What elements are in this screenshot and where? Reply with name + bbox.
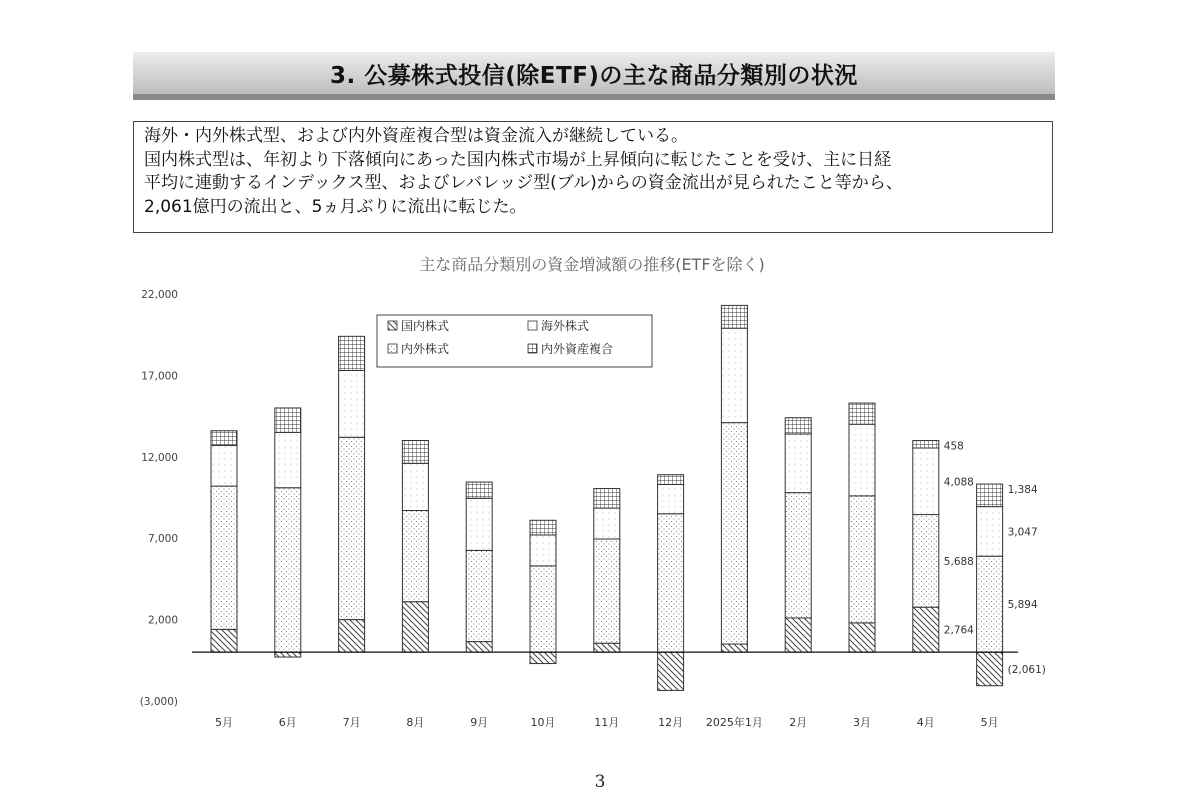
x-axis-labels	[215, 715, 999, 729]
bar-segment-domestic-equity	[849, 623, 875, 652]
summary-line-3: 平均に連動するインデックス型、およびレバレッジ型(ブル)からの資金流出が見られたこと等から、	[144, 173, 903, 193]
bar-segment-global-equity	[594, 539, 620, 643]
bar-segment-global-equity	[658, 514, 684, 652]
data-label: 1,384	[1007, 484, 1038, 497]
bar-segment-multi-asset	[594, 489, 620, 509]
data-label: 5,688	[943, 555, 974, 568]
bar-segment-domestic-equity	[402, 602, 428, 652]
summary-line-1: 海外・内外株式型、および内外資産複合型は資金流入が継続している。	[144, 126, 688, 146]
bar-segment-multi-asset	[211, 431, 237, 446]
bar-segment-multi-asset	[402, 441, 428, 464]
bar-segment-foreign-equity	[721, 328, 747, 422]
bar-segment-foreign-equity	[913, 448, 939, 515]
y-tick-label: (3,000)	[139, 696, 178, 708]
legend-swatch-foreign-equity	[528, 321, 537, 330]
summary-line-2: 国内株式型は、年初より下落傾向にあった国内株式市場が上昇傾向に転じたことを受け、主に日経	[144, 149, 892, 170]
y-tick-label: 2,000	[147, 614, 178, 627]
chart-title: 主な商品分類別の資金増減額の推移(ETFを除く)	[419, 255, 765, 274]
legend-label-global-equity: 内外株式	[401, 342, 450, 356]
bar-segment-domestic-equity	[594, 643, 620, 652]
bar-segment-global-equity	[785, 493, 811, 618]
bar-segment-global-equity	[339, 437, 365, 619]
bar-segment-domestic-equity	[913, 607, 939, 652]
y-tick-label: 22,000	[141, 289, 178, 301]
y-axis-labels	[140, 289, 178, 708]
x-tick-label: 4月	[916, 716, 935, 729]
x-tick-label: 9月	[470, 716, 489, 729]
x-tick-label: 11月	[594, 716, 620, 729]
bar-segment-foreign-equity	[849, 424, 875, 496]
data-label: 3,047	[1007, 526, 1038, 539]
y-tick-label: 17,000	[141, 370, 178, 383]
bar-segment-foreign-equity	[402, 463, 428, 510]
bar-segment-multi-asset	[466, 482, 492, 498]
bar-segment-foreign-equity	[658, 484, 684, 513]
bar-segment-foreign-equity	[977, 507, 1003, 557]
y-tick-label: 7,000	[147, 533, 178, 546]
x-tick-label: 10月	[530, 716, 556, 729]
bar-segment-domestic-equity	[658, 652, 684, 690]
data-label: 2,764	[943, 624, 974, 637]
data-label: 5,894	[1007, 599, 1038, 612]
bar-segment-multi-asset	[913, 441, 939, 448]
legend-swatch-multi-asset	[528, 344, 537, 353]
bar-segment-multi-asset	[275, 408, 301, 432]
bar-segment-multi-asset	[785, 418, 811, 434]
bar-segment-global-equity	[530, 566, 556, 652]
x-tick-label: 3月	[853, 716, 871, 729]
bar-segment-global-equity	[211, 486, 237, 629]
legend-label-domestic-equity: 国内株式	[401, 319, 450, 333]
bar-segment-domestic-equity	[785, 618, 811, 652]
bar-segment-domestic-equity	[211, 629, 237, 652]
bar-segment-foreign-equity	[339, 371, 365, 438]
data-label: (2,061)	[1007, 663, 1046, 676]
bar-segment-multi-asset	[721, 305, 747, 328]
page-number: 3	[594, 772, 606, 792]
x-tick-label: 2025年1月	[705, 716, 763, 729]
x-tick-label: 8月	[406, 716, 425, 729]
x-tick-label: 5月	[215, 716, 233, 729]
page-title: 3. 公募株式投信(除ETF)の主な商品分類別の状況	[330, 62, 858, 89]
summary-line-4: 2,061億円の流出と、5ヵ月ぶりに流出に転じた。	[144, 196, 527, 217]
x-tick-label: 7月	[342, 716, 361, 729]
bar-segment-domestic-equity	[275, 652, 301, 657]
bar-segment-foreign-equity	[466, 498, 492, 550]
data-label: 4,088	[943, 476, 974, 489]
x-tick-label: 6月	[278, 716, 297, 729]
bar-segment-global-equity	[275, 488, 301, 652]
bar-segment-global-equity	[402, 511, 428, 602]
bar-segment-global-equity	[849, 496, 875, 623]
legend-swatch-global-equity	[388, 344, 397, 353]
bar-segment-global-equity	[977, 556, 1003, 652]
legend-label-multi-asset: 内外資産複合	[541, 342, 614, 356]
bar-segment-multi-asset	[658, 475, 684, 485]
bar-segment-foreign-equity	[211, 445, 237, 486]
bar-segment-domestic-equity	[339, 620, 365, 653]
x-tick-label: 5月	[980, 716, 999, 729]
x-tick-label: 12月	[658, 716, 684, 729]
bar-segment-multi-asset	[849, 403, 875, 424]
bar-segment-global-equity	[721, 423, 747, 644]
bar-segment-domestic-equity	[466, 642, 492, 653]
bar-segment-foreign-equity	[530, 535, 556, 566]
bar-segment-foreign-equity	[594, 508, 620, 539]
bar-segment-foreign-equity	[785, 434, 811, 493]
x-tick-label: 2月	[789, 716, 808, 729]
bar-segment-multi-asset	[977, 484, 1003, 507]
bar-segment-domestic-equity	[721, 644, 747, 652]
bar-segment-multi-asset	[530, 520, 556, 535]
legend-label-foreign-equity: 海外株式	[541, 319, 590, 333]
bar-segment-global-equity	[466, 550, 492, 641]
bar-segment-foreign-equity	[275, 432, 301, 487]
bar-segment-domestic-equity	[530, 652, 556, 663]
bar-segment-domestic-equity	[977, 652, 1003, 686]
y-tick-label: 12,000	[141, 451, 178, 464]
legend-swatch-domestic-equity	[388, 321, 397, 330]
data-label: 458	[943, 440, 964, 453]
bar-segment-global-equity	[913, 515, 939, 608]
chart-legend	[377, 315, 652, 367]
bar-segment-multi-asset	[339, 336, 365, 370]
